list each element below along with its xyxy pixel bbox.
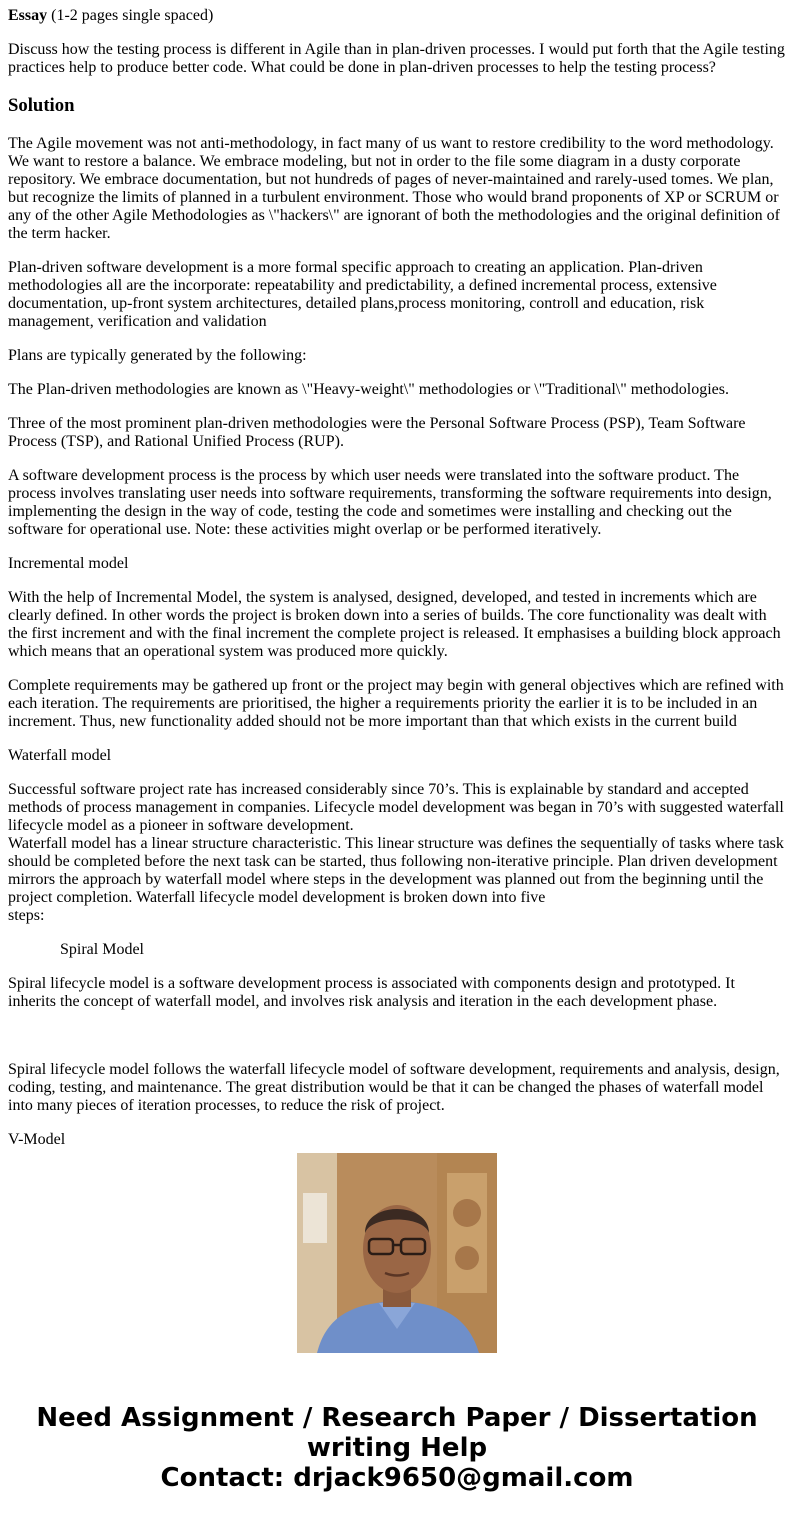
incremental-model-heading: Incremental model xyxy=(8,555,129,572)
waterfall-text-2: Waterfall model has a linear structure characteristic. This linear structure was defines the sequentially of tasks where task should be completed before the next task can be started, thus following non-iterative principle. Plan driven development mirrors the approach by waterfall model where steps in the development was planned out from the beginning until the project completion. Waterfall lifecycle model development is broken down into five xyxy=(8,835,784,906)
author-portrait-image xyxy=(297,1153,497,1353)
spiral-model-heading: Spiral Model xyxy=(60,941,144,958)
solution-paragraph: The Agile movement was not anti-methodology, in fact many of us want to restore credibility to the word methodology. We want to restore a balance. We embrace modeling, but not in order to the file some diagram in a dusty corporate repository. We embrace documentation, but not hundreds of pages of never-maintained and rarely-used tomes. We plan, but recognize the limits of planned in a turbulent environment. Those who would brand proponents of XP or SCRUM or any of the other Agile Methodologies as \"hackers\" are ignorant of both the methodologies and the original definition of the term hacker. xyxy=(8,135,780,242)
solution-paragraph: Complete requirements may be gathered up front or the project may begin with general objectives which are refined with each iteration. The requirements are prioritised, the higher a requirements priority the earlier it is to be included in an increment. Thus, new functionality added should not be more important than that which exists in the current build xyxy=(8,677,784,730)
solution-paragraph: The Plan-driven methodologies are known as \"Heavy-weight\" methodologies or \"Traditional\" methodologies. xyxy=(8,381,729,398)
solution-paragraph: Plan-driven software development is a more formal specific approach to creating an application. Plan-driven methodologies all are the incorporate: repeatability and predictability, a defined incremental process, extensive documentation, up-front system architectures, detailed plans,process monitoring, controll and education, risk management, verification and validation xyxy=(8,259,717,330)
essay-note: (1-2 pages single spaced) xyxy=(47,7,214,24)
essay-content xyxy=(8,0,786,1148)
v-model-heading: V-Model xyxy=(8,1131,66,1148)
promo-line-2: writing Help xyxy=(306,1433,488,1463)
spiral-paragraph: Spiral lifecycle model is a software development process is associated with components design and prototyped. It inherits the concept of waterfall model, and involves risk analysis and iteration in the each development phase. xyxy=(8,975,735,1010)
waterfall-paragraph xyxy=(8,781,786,925)
solution-paragraph: Three of the most prominent plan-driven methodologies were the Personal Software Process (PSP), Team Software Process (TSP), and Rational Unified Process (RUP). xyxy=(8,415,746,450)
essay-label: Essay xyxy=(8,7,48,24)
solution-heading: Solution xyxy=(8,95,75,116)
solution-paragraph: With the help of Incremental Model, the system is analysed, designed, developed, and tested in increments which are clearly defined. In other words the project is broken down into a series of builds. The core functionality was dealt with the first increment and with the final increment the complete project is released. It emphasises a building block approach which means that an operational system was produced more quickly. xyxy=(8,589,781,660)
spiral-paragraph: Spiral lifecycle model follows the waterfall lifecycle model of software development, requirements and analysis, design, coding, testing, and maintenance. The great distribution would be that it can be changed the phases of waterfall model into many pieces of iteration processes, to reduce the risk of project. xyxy=(8,1061,780,1114)
solution-paragraph: A software development process is the process by which user needs were translated into the software product. The process involves translating user needs into software requirements, transforming the software requirements into design, implementing the design in the way of code, testing the code and sometimes were installing and checking out the software for operational use. Note: these activities might overlap or be performed iteratively. xyxy=(8,467,772,538)
author-photo xyxy=(297,1153,497,1353)
waterfall-text-1: Successful software project rate has increased considerably since 70’s. This is explainable by standard and accepted methods of process management in companies. Lifecycle model development was began in 70’s with suggested waterfall lifecycle model as a pioneer in software development. xyxy=(8,781,784,834)
essay-prompt: Discuss how the testing process is different in Agile than in plan-driven processes. I would put forth that the Agile testing practices help to produce better code. What could be done in plan-driven processes to help the testing process? xyxy=(8,41,785,76)
promo-contact: Contact: drjack9650@gmail.com xyxy=(160,1463,634,1493)
solution-paragraph: Plans are typically generated by the following: xyxy=(8,347,307,364)
essay-intro xyxy=(8,7,786,25)
promo-line-1: Need Assignment / Research Paper / Dissertation xyxy=(36,1403,758,1433)
spacer xyxy=(8,1027,786,1045)
promo-banner xyxy=(0,1403,794,1493)
waterfall-text-3: steps: xyxy=(8,907,45,924)
waterfall-model-heading: Waterfall model xyxy=(8,747,112,764)
